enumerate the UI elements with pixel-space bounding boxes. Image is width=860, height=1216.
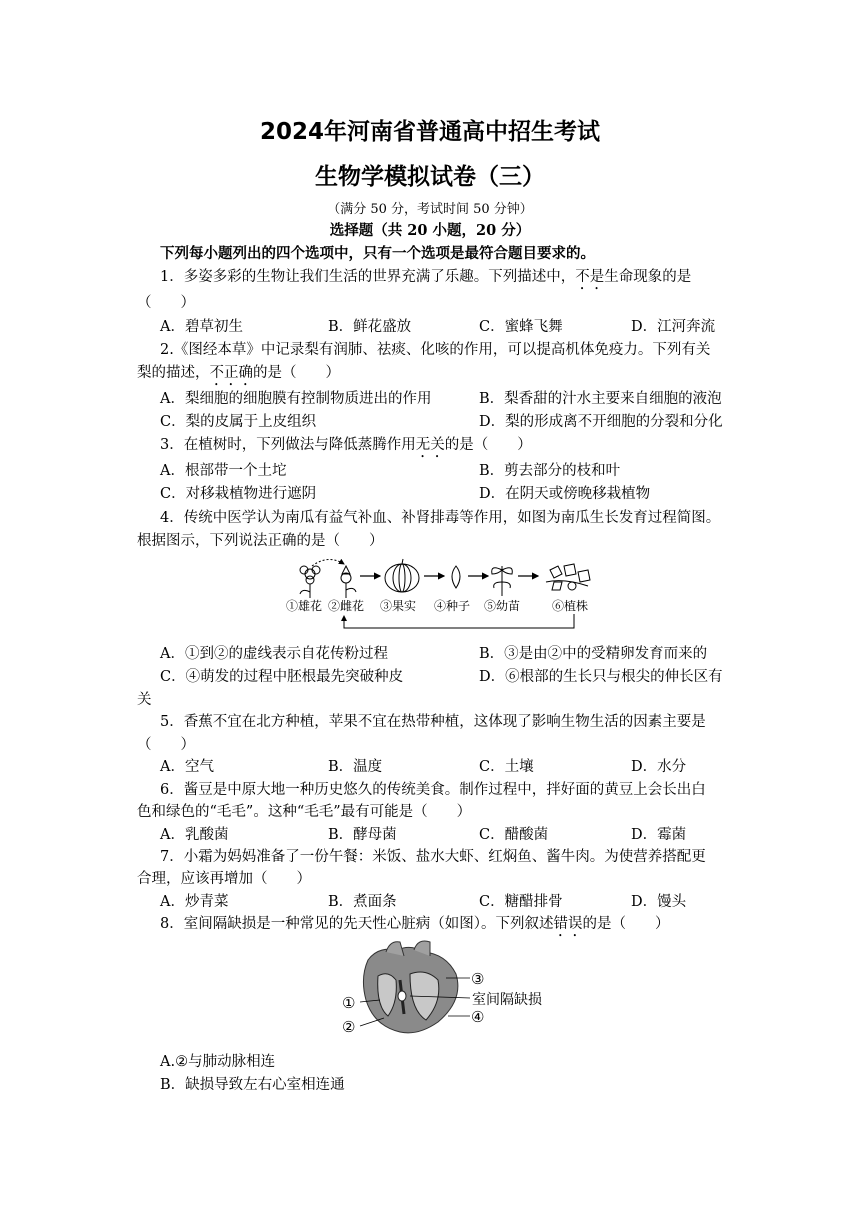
exam-title: 2024年河南省普通高中招生考试 [259,119,600,145]
question-4-line1: 4．传统中医学认为南瓜有益气补血、补肾排毒等作用，如图为南瓜生长发育过程简图。 [160,510,721,526]
q4-option-d: D．⑥根部的生长只与根尖的伸长区有 [479,669,723,685]
question-8-stem: 8．室间隔缺损是一种常见的先天性心脏病（如图）。下列叙述错误的是（ ） [160,916,670,932]
pollination-arc [312,559,344,566]
q5-option-b: B．温度 [328,759,383,775]
question-1-paren: （ ） [137,295,195,311]
seed-icon [452,566,460,588]
q6-option-b: B．酵母菌 [328,827,397,843]
q7-option-a: A．炒青菜 [160,894,229,910]
question-2-line1: 2.《图经本草》中记录梨有润肺、祛痰、化咳的作用，可以提高机体免疫力。下列有关 [160,342,711,358]
question-7-line2: 合理，应该再增加（ ） [137,871,311,887]
q3-option-b: B．剪去部分的枝和叶 [479,463,621,479]
heart-icon [363,941,457,1033]
q4-option-a: A．①到②的虚线表示自花传粉过程 [160,646,388,662]
figure-label-1: ①雄花 [286,599,323,613]
q7-option-c: C．糖醋排骨 [479,894,563,910]
heart-label-defect: 室间隔缺损 [472,992,542,1008]
q6-option-a: A．乳酸菌 [160,827,229,843]
seedling-icon [492,566,513,596]
figure-label-4: ④种子 [434,599,471,613]
figure-label-5: ⑤幼苗 [484,599,521,613]
q7-option-d: D．馒头 [631,894,687,910]
q1-option-d: D．江河奔流 [631,319,716,335]
q5-option-d: D．水分 [631,759,687,775]
question-1-stem: 1．多姿多彩的生物让我们生活的世界充满了乐趣。下列描述中，不是生命现象的是 [160,269,692,285]
exam-subtitle: 生物学模拟试卷（三） [315,164,545,190]
figure-label-2: ②雌花 [328,599,365,613]
pumpkin-icon [385,559,419,592]
heart-label-2: ② [342,1018,356,1036]
q6-option-d: D．霉菌 [631,827,687,843]
q2-option-c: C．梨的皮属于上皮组织 [160,414,317,430]
question-5-paren: （ ） [137,737,195,753]
instruction: 下列每小题列出的四个选项中，只有一个选项是最符合题目要求的。 [160,245,595,262]
q4-option-d-cont: 关 [137,692,152,708]
q2-option-d: D．梨的形成离不开细胞的分裂和分化 [479,414,723,430]
pumpkin-lifecycle-figure [284,552,600,636]
cycle-return-line [344,614,574,628]
question-6-line1: 6．酱豆是中原大地一种历史悠久的传统美食。制作过程中，拌好面的黄豆上会长出白 [160,782,706,798]
q2-option-b: B．梨香甜的汁水主要来自细胞的液泡 [479,391,722,407]
question-7-line1: 7．小霜为妈妈准备了一份午餐：米饭、盐水大虾、红焖鱼、酱牛肉。为使营养搭配更 [160,849,706,865]
q2-option-a: A．梨细胞的细胞膜有控制物质进出的作用 [160,391,432,407]
exam-info: （满分 50 分，考试时间 50 分钟） [327,202,533,217]
q5-option-a: A．空气 [160,759,214,775]
q6-option-c: C．醋酸菌 [479,827,549,843]
section-heading: 选择题（共 20 小题，20 分） [329,222,531,239]
question-2-line2: 梨的描述，不正确的是（ ） [137,365,340,381]
male-flower-icon [300,566,320,598]
q1-option-a: A．碧草初生 [160,319,243,335]
female-flower-icon [341,566,356,598]
heart-label-3: ③ [471,970,485,988]
question-3-stem: 3．在植树时，下列做法与降低蒸腾作用无关的是（ ） [160,437,532,453]
pumpkin-plant-icon [546,564,590,590]
q5-option-c: C．土壤 [479,759,534,775]
q7-option-b: B．煮面条 [328,894,397,910]
question-5-stem: 5．香蕉不宜在北方种植，苹果不宜在热带种植，这体现了影响生物生活的因素主要是 [160,714,706,730]
q8-option-b: B．缺损导致左右心室相连通 [160,1077,345,1093]
question-6-line2: 色和绿色的“毛毛”。这种“毛毛”最有可能是（ ） [137,804,472,820]
q1-option-c: C．蜜蜂飞舞 [479,319,563,335]
heart-figure [338,940,558,1040]
heart-label-1: ① [342,994,356,1012]
heart-label-4: ④ [471,1008,485,1026]
q4-option-c: C．④萌发的过程中胚根最先突破种皮 [160,669,404,685]
q3-option-c: C．对移栽植物进行遮阴 [160,486,317,502]
q1-option-b: B．鲜花盛放 [328,319,412,335]
question-4-line2: 根据图示，下列说法正确的是（ ） [137,533,384,549]
figure-label-6: ⑥植株 [552,599,589,613]
q8-option-a: A.②与肺动脉相连 [160,1054,276,1070]
q3-option-d: D．在阴天或傍晚移栽植物 [479,486,651,502]
q3-option-a: A．根部带一个土坨 [160,463,287,479]
figure-label-3: ③果实 [380,599,417,613]
q4-option-b: B．③是由②中的受精卵发育而来的 [479,646,708,662]
